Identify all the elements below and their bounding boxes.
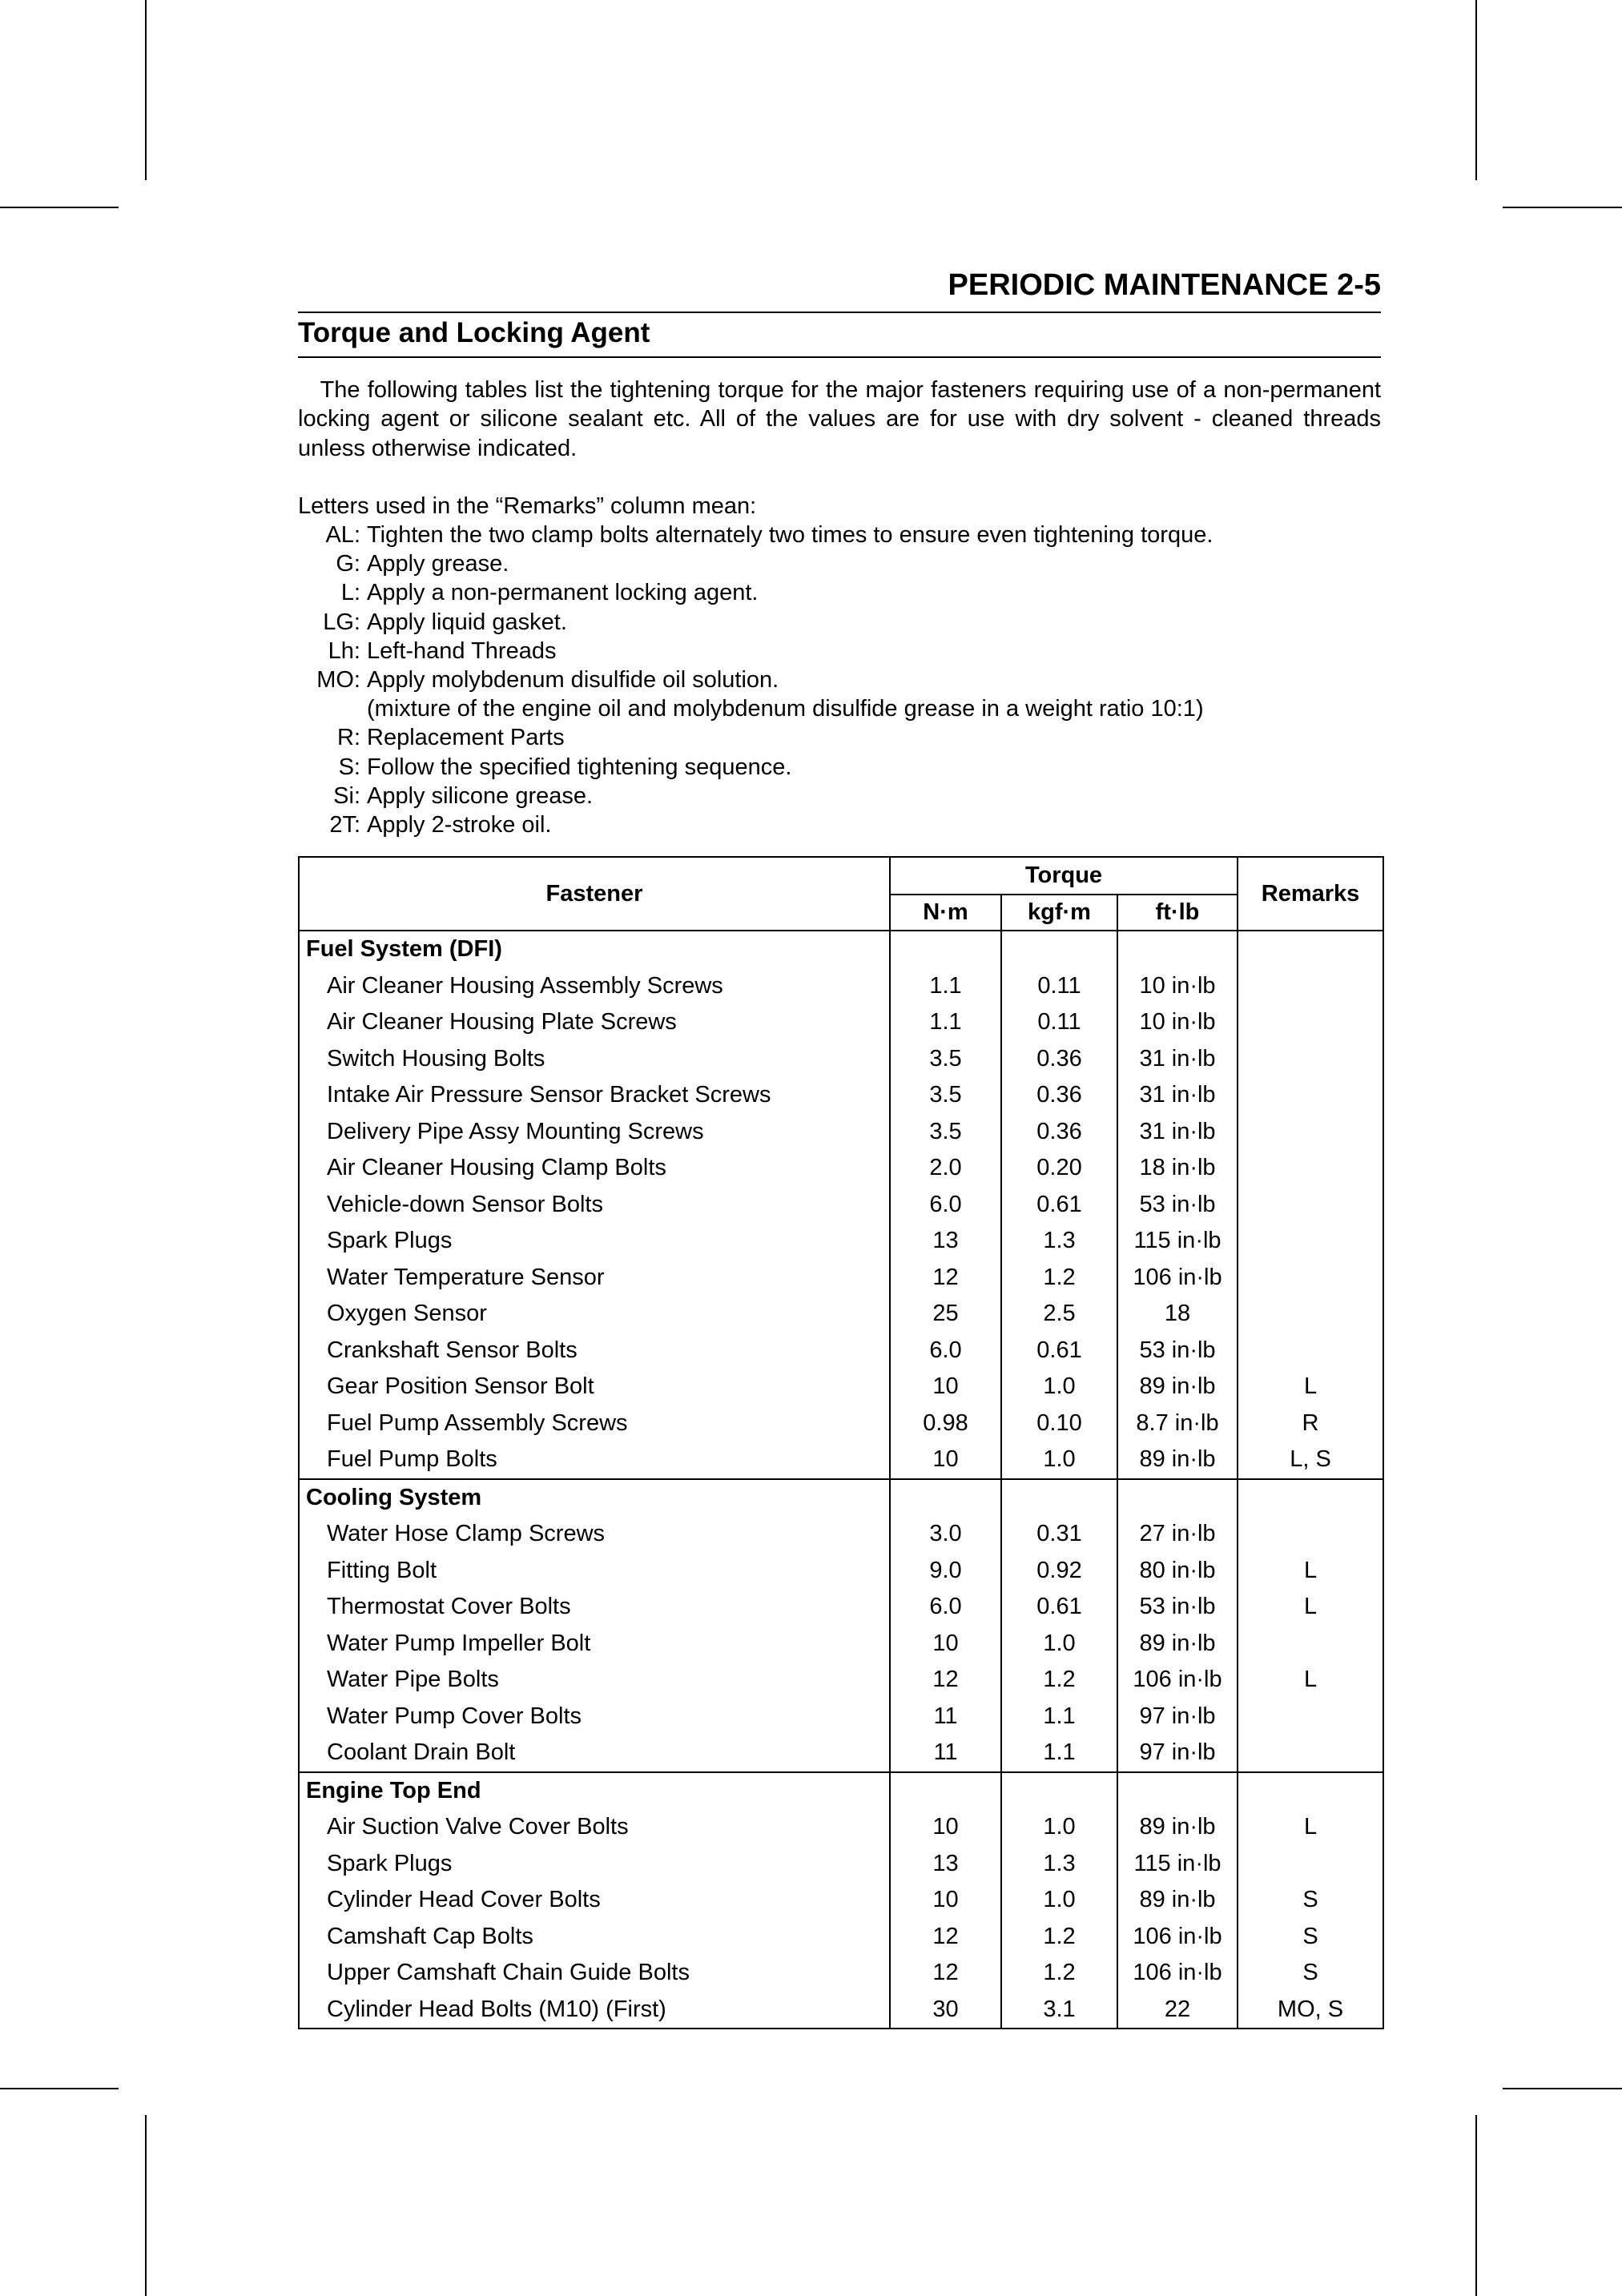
fastener-name-cell: Cylinder Head Bolts (M10) (First) — [299, 1992, 890, 2029]
torque-ftlb-cell: 18 in·lb — [1117, 1150, 1238, 1187]
torque-kgfm-cell: 0.11 — [1001, 1004, 1117, 1041]
torque-ftlb-cell: 89 in·lb — [1117, 1809, 1238, 1846]
legend-code: Si: — [333, 782, 360, 809]
torque-nm-cell: 9.0 — [890, 1553, 1001, 1590]
table-row — [299, 1114, 1383, 1151]
torque-ftlb-cell: 89 in·lb — [1117, 1626, 1238, 1663]
torque-nm-cell: 10 — [890, 1809, 1001, 1846]
remarks-cell — [1238, 1077, 1383, 1114]
torque-nm-cell: 12 — [890, 1260, 1001, 1297]
torque-nm-cell: 6.0 — [890, 1333, 1001, 1369]
legend-item — [298, 694, 1381, 723]
table-row — [299, 1223, 1383, 1260]
torque-kgfm-cell: 1.2 — [1001, 1662, 1117, 1699]
torque-nm-cell: 6.0 — [890, 1187, 1001, 1224]
torque-nm-cell: 11 — [890, 1699, 1001, 1735]
table-row — [299, 1260, 1383, 1297]
fastener-name-cell: Water Pump Cover Bolts — [299, 1699, 890, 1735]
empty-cell — [1238, 1772, 1383, 1810]
torque-ftlb-cell: 27 in·lb — [1117, 1516, 1238, 1553]
remarks-cell — [1238, 1041, 1383, 1078]
section-title: Torque and Locking Agent — [298, 317, 650, 348]
torque-kgfm-cell: 1.2 — [1001, 1919, 1117, 1956]
torque-ftlb-cell: 31 in·lb — [1117, 1077, 1238, 1114]
empty-cell — [890, 931, 1001, 968]
remarks-cell: L, S — [1238, 1442, 1383, 1479]
remarks-cell — [1238, 1114, 1383, 1151]
torque-nm-cell: 10 — [890, 1626, 1001, 1663]
torque-ftlb-cell: 89 in·lb — [1117, 1442, 1238, 1479]
fastener-name-cell: Upper Camshaft Chain Guide Bolts — [299, 1955, 890, 1992]
table-row — [299, 1553, 1383, 1590]
torque-nm-cell: 10 — [890, 1442, 1001, 1479]
torque-kgfm-cell: 1.1 — [1001, 1735, 1117, 1772]
header-fastener: Fastener — [299, 857, 890, 931]
torque-ftlb-cell: 22 — [1117, 1992, 1238, 2029]
table-row — [299, 1187, 1383, 1224]
fastener-name-cell: Fuel Pump Bolts — [299, 1442, 890, 1479]
fastener-name-cell: Air Cleaner Housing Clamp Bolts — [299, 1150, 890, 1187]
remarks-cell: MO, S — [1238, 1992, 1383, 2029]
legend-item — [298, 782, 1381, 810]
legend-code: LG: — [323, 609, 360, 635]
fastener-name-cell: Air Suction Valve Cover Bolts — [299, 1809, 890, 1846]
legend-text: Apply liquid gasket. — [367, 609, 567, 635]
remarks-cell — [1238, 1333, 1383, 1369]
torque-nm-cell: 13 — [890, 1846, 1001, 1883]
fastener-name-cell: Gear Position Sensor Bolt — [299, 1369, 890, 1405]
fastener-name-cell: Cylinder Head Cover Bolts — [299, 1882, 890, 1919]
remarks-cell — [1238, 1626, 1383, 1663]
legend-code: R: — [337, 725, 360, 751]
torque-nm-cell: 2.0 — [890, 1150, 1001, 1187]
torque-nm-cell: 3.5 — [890, 1041, 1001, 1078]
legend-item — [298, 637, 1381, 665]
fastener-name-cell: Oxygen Sensor — [299, 1296, 890, 1333]
legend-text: Apply a non-permanent locking agent. — [367, 580, 759, 606]
table-row — [299, 1150, 1383, 1187]
fastener-name-cell: Water Temperature Sensor — [299, 1260, 890, 1297]
fastener-name-cell: Coolant Drain Bolt — [299, 1735, 890, 1772]
group-title: Cooling System — [299, 1479, 890, 1517]
empty-cell — [890, 1772, 1001, 1810]
torque-nm-cell: 1.1 — [890, 1004, 1001, 1041]
table-row — [299, 1809, 1383, 1846]
intro-paragraph — [298, 376, 1381, 463]
torque-ftlb-cell: 115 in·lb — [1117, 1223, 1238, 1260]
torque-nm-cell: 11 — [890, 1735, 1001, 1772]
torque-kgfm-cell: 0.61 — [1001, 1589, 1117, 1626]
torque-nm-cell: 3.5 — [890, 1114, 1001, 1151]
torque-kgfm-cell: 1.1 — [1001, 1699, 1117, 1735]
table-row — [299, 1992, 1383, 2029]
torque-kgfm-cell: 0.10 — [1001, 1405, 1117, 1442]
legend-code: S: — [338, 754, 360, 780]
torque-ftlb-cell: 10 in·lb — [1117, 1004, 1238, 1041]
fastener-name-cell: Fitting Bolt — [299, 1553, 890, 1590]
legend-item — [298, 521, 1381, 549]
table-row — [299, 968, 1383, 1005]
torque-kgfm-cell: 0.61 — [1001, 1333, 1117, 1369]
remarks-cell: L — [1238, 1369, 1383, 1405]
fastener-name-cell: Water Pipe Bolts — [299, 1662, 890, 1699]
remarks-legend-heading: Letters used in the “Remarks” column mean: — [298, 493, 757, 519]
empty-cell — [1001, 1479, 1117, 1517]
empty-cell — [1117, 931, 1238, 968]
torque-ftlb-cell: 53 in·lb — [1117, 1589, 1238, 1626]
table-row — [299, 1333, 1383, 1369]
crop-mark-bottom-left-vertical — [145, 2115, 147, 2296]
running-header: PERIODIC MAINTENANCE 2-5 — [948, 268, 1381, 302]
header-nm: N·m — [890, 895, 1001, 931]
torque-nm-cell: 3.0 — [890, 1516, 1001, 1553]
empty-cell — [1117, 1772, 1238, 1810]
torque-nm-cell: 10 — [890, 1369, 1001, 1405]
legend-item — [298, 578, 1381, 607]
header-rule — [298, 312, 1381, 313]
torque-nm-cell: 1.1 — [890, 968, 1001, 1005]
remarks-cell — [1238, 1735, 1383, 1772]
torque-kgfm-cell: 1.0 — [1001, 1809, 1117, 1846]
torque-kgfm-cell: 0.11 — [1001, 968, 1117, 1005]
empty-cell — [1001, 1772, 1117, 1810]
torque-ftlb-cell: 97 in·lb — [1117, 1735, 1238, 1772]
legend-item — [298, 723, 1381, 752]
legend-text: Apply silicone grease. — [367, 782, 594, 809]
remarks-legend — [298, 521, 1381, 839]
torque-ftlb-cell: 31 in·lb — [1117, 1041, 1238, 1078]
torque-kgfm-cell: 1.0 — [1001, 1442, 1117, 1479]
table-group — [299, 931, 1383, 1479]
crop-mark-top-right-horizontal — [1503, 207, 1622, 208]
table-row — [299, 1882, 1383, 1919]
table-row — [299, 1735, 1383, 1772]
fastener-name-cell: Spark Plugs — [299, 1223, 890, 1260]
intro-text: The following tables list the tightening torque for the major fasteners requiring use of a non-permanent locking agent or silicone sealant etc. All of the values are for use with dry solvent - cleaned threads unless otherwise indicated. — [298, 377, 1382, 461]
fastener-name-cell: Fuel Pump Assembly Screws — [299, 1405, 890, 1442]
header-torque: Torque — [890, 857, 1238, 895]
table-group — [299, 1772, 1383, 2029]
torque-kgfm-cell: 2.5 — [1001, 1296, 1117, 1333]
remarks-cell: R — [1238, 1405, 1383, 1442]
table-row — [299, 1077, 1383, 1114]
table-row — [299, 1955, 1383, 1992]
table-row — [299, 1662, 1383, 1699]
crop-mark-top-left-horizontal — [0, 207, 119, 208]
torque-ftlb-cell: 18 — [1117, 1296, 1238, 1333]
torque-ftlb-cell: 97 in·lb — [1117, 1699, 1238, 1735]
torque-kgfm-cell: 0.31 — [1001, 1516, 1117, 1553]
torque-kgfm-cell: 0.61 — [1001, 1187, 1117, 1224]
group-header-row — [299, 931, 1383, 968]
legend-code: AL: — [325, 522, 360, 548]
torque-kgfm-cell: 3.1 — [1001, 1992, 1117, 2029]
legend-text: Replacement Parts — [367, 725, 565, 751]
torque-kgfm-cell: 1.0 — [1001, 1369, 1117, 1405]
table-row — [299, 1004, 1383, 1041]
empty-cell — [1238, 931, 1383, 968]
header-ftlb: ft·lb — [1117, 895, 1238, 931]
torque-nm-cell: 12 — [890, 1919, 1001, 1956]
legend-item — [298, 810, 1381, 839]
torque-kgfm-cell: 1.2 — [1001, 1260, 1117, 1297]
torque-ftlb-cell: 10 in·lb — [1117, 968, 1238, 1005]
crop-mark-bottom-left-horizontal — [0, 2088, 119, 2089]
table-row — [299, 1516, 1383, 1553]
fastener-name-cell: Air Cleaner Housing Plate Screws — [299, 1004, 890, 1041]
remarks-cell — [1238, 1699, 1383, 1735]
legend-item — [298, 549, 1381, 578]
table-row — [299, 1626, 1383, 1663]
remarks-cell — [1238, 1150, 1383, 1187]
torque-nm-cell: 6.0 — [890, 1589, 1001, 1626]
torque-ftlb-cell: 8.7 in·lb — [1117, 1405, 1238, 1442]
table-row — [299, 1699, 1383, 1735]
torque-ftlb-cell: 106 in·lb — [1117, 1919, 1238, 1956]
remarks-cell — [1238, 1846, 1383, 1883]
legend-code: L: — [340, 580, 360, 606]
table-row — [299, 1405, 1383, 1442]
legend-text: Apply 2-stroke oil. — [367, 811, 552, 838]
torque-ftlb-cell: 106 in·lb — [1117, 1955, 1238, 1992]
torque-kgfm-cell: 0.20 — [1001, 1150, 1117, 1187]
fastener-name-cell: Water Pump Impeller Bolt — [299, 1626, 890, 1663]
section-rule — [298, 356, 1381, 358]
table-row — [299, 1296, 1383, 1333]
table-row — [299, 1442, 1383, 1479]
group-header-row — [299, 1772, 1383, 1810]
torque-kgfm-cell: 1.3 — [1001, 1223, 1117, 1260]
fastener-name-cell: Switch Housing Bolts — [299, 1041, 890, 1078]
empty-cell — [1001, 931, 1117, 968]
fastener-name-cell: Thermostat Cover Bolts — [299, 1589, 890, 1626]
torque-ftlb-cell: 53 in·lb — [1117, 1333, 1238, 1369]
torque-nm-cell: 12 — [890, 1662, 1001, 1699]
torque-ftlb-cell: 106 in·lb — [1117, 1662, 1238, 1699]
legend-text: (mixture of the engine oil and molybdenum disulfide grease in a weight ratio 10:1) — [367, 696, 1204, 722]
torque-ftlb-cell: 80 in·lb — [1117, 1553, 1238, 1590]
legend-text: Tighten the two clamp bolts alternately two times to ensure even tightening torque. — [367, 522, 1213, 548]
remarks-cell — [1238, 1004, 1383, 1041]
fastener-name-cell: Crankshaft Sensor Bolts — [299, 1333, 890, 1369]
crop-mark-bottom-right-vertical — [1475, 2115, 1477, 2296]
torque-kgfm-cell: 0.92 — [1001, 1553, 1117, 1590]
torque-ftlb-cell: 53 in·lb — [1117, 1187, 1238, 1224]
remarks-cell: S — [1238, 1955, 1383, 1992]
fastener-name-cell: Intake Air Pressure Sensor Bracket Screws — [299, 1077, 890, 1114]
crop-mark-top-left-vertical — [145, 0, 147, 180]
legend-text: Apply molybdenum disulfide oil solution. — [367, 666, 779, 693]
torque-table — [298, 856, 1384, 2029]
remarks-cell: L — [1238, 1809, 1383, 1846]
empty-cell — [1238, 1479, 1383, 1517]
remarks-cell — [1238, 1516, 1383, 1553]
torque-kgfm-cell: 0.36 — [1001, 1114, 1117, 1151]
torque-nm-cell: 30 — [890, 1992, 1001, 2029]
empty-cell — [1117, 1479, 1238, 1517]
table-row — [299, 1919, 1383, 1956]
legend-code: MO: — [316, 666, 360, 693]
remarks-cell: S — [1238, 1919, 1383, 1956]
torque-nm-cell: 10 — [890, 1882, 1001, 1919]
torque-ftlb-cell: 106 in·lb — [1117, 1260, 1238, 1297]
crop-mark-top-right-vertical — [1475, 0, 1477, 180]
fastener-name-cell: Spark Plugs — [299, 1846, 890, 1883]
torque-ftlb-cell: 89 in·lb — [1117, 1369, 1238, 1405]
fastener-name-cell: Delivery Pipe Assy Mounting Screws — [299, 1114, 890, 1151]
remarks-cell — [1238, 1296, 1383, 1333]
table-row — [299, 1846, 1383, 1883]
fastener-name-cell: Water Hose Clamp Screws — [299, 1516, 890, 1553]
remarks-cell — [1238, 968, 1383, 1005]
legend-item — [298, 608, 1381, 637]
torque-kgfm-cell: 0.36 — [1001, 1041, 1117, 1078]
fastener-name-cell: Vehicle-down Sensor Bolts — [299, 1187, 890, 1224]
torque-ftlb-cell: 115 in·lb — [1117, 1846, 1238, 1883]
torque-nm-cell: 13 — [890, 1223, 1001, 1260]
remarks-cell — [1238, 1223, 1383, 1260]
torque-ftlb-cell: 89 in·lb — [1117, 1882, 1238, 1919]
torque-nm-cell: 0.98 — [890, 1405, 1001, 1442]
torque-kgfm-cell: 0.36 — [1001, 1077, 1117, 1114]
torque-kgfm-cell: 1.3 — [1001, 1846, 1117, 1883]
torque-nm-cell: 25 — [890, 1296, 1001, 1333]
torque-nm-cell: 12 — [890, 1955, 1001, 1992]
torque-kgfm-cell: 1.2 — [1001, 1955, 1117, 1992]
remarks-cell: L — [1238, 1553, 1383, 1590]
table-row — [299, 1589, 1383, 1626]
legend-text: Left-hand Threads — [367, 637, 557, 664]
fastener-name-cell: Camshaft Cap Bolts — [299, 1919, 890, 1956]
header-kgfm: kgf·m — [1001, 895, 1117, 931]
legend-code: G: — [336, 551, 360, 577]
legend-text: Apply grease. — [367, 551, 509, 577]
table-row — [299, 1369, 1383, 1405]
header-remarks: Remarks — [1238, 857, 1383, 931]
remarks-cell: L — [1238, 1662, 1383, 1699]
torque-kgfm-cell: 1.0 — [1001, 1626, 1117, 1663]
torque-kgfm-cell: 1.0 — [1001, 1882, 1117, 1919]
table-row — [299, 1041, 1383, 1078]
torque-ftlb-cell: 31 in·lb — [1117, 1114, 1238, 1151]
group-title: Fuel System (DFI) — [299, 931, 890, 968]
legend-item — [298, 753, 1381, 782]
remarks-cell — [1238, 1187, 1383, 1224]
group-title: Engine Top End — [299, 1772, 890, 1810]
torque-nm-cell: 3.5 — [890, 1077, 1001, 1114]
legend-code: 2T: — [329, 811, 360, 838]
legend-code: Lh: — [328, 637, 360, 664]
remarks-cell — [1238, 1260, 1383, 1297]
legend-text: Follow the specified tightening sequence. — [367, 754, 792, 780]
table-group — [299, 1479, 1383, 1772]
legend-item — [298, 665, 1381, 694]
remarks-cell: S — [1238, 1882, 1383, 1919]
group-header-row — [299, 1479, 1383, 1517]
remarks-cell: L — [1238, 1589, 1383, 1626]
empty-cell — [890, 1479, 1001, 1517]
crop-mark-bottom-right-horizontal — [1503, 2088, 1622, 2089]
fastener-name-cell: Air Cleaner Housing Assembly Screws — [299, 968, 890, 1005]
